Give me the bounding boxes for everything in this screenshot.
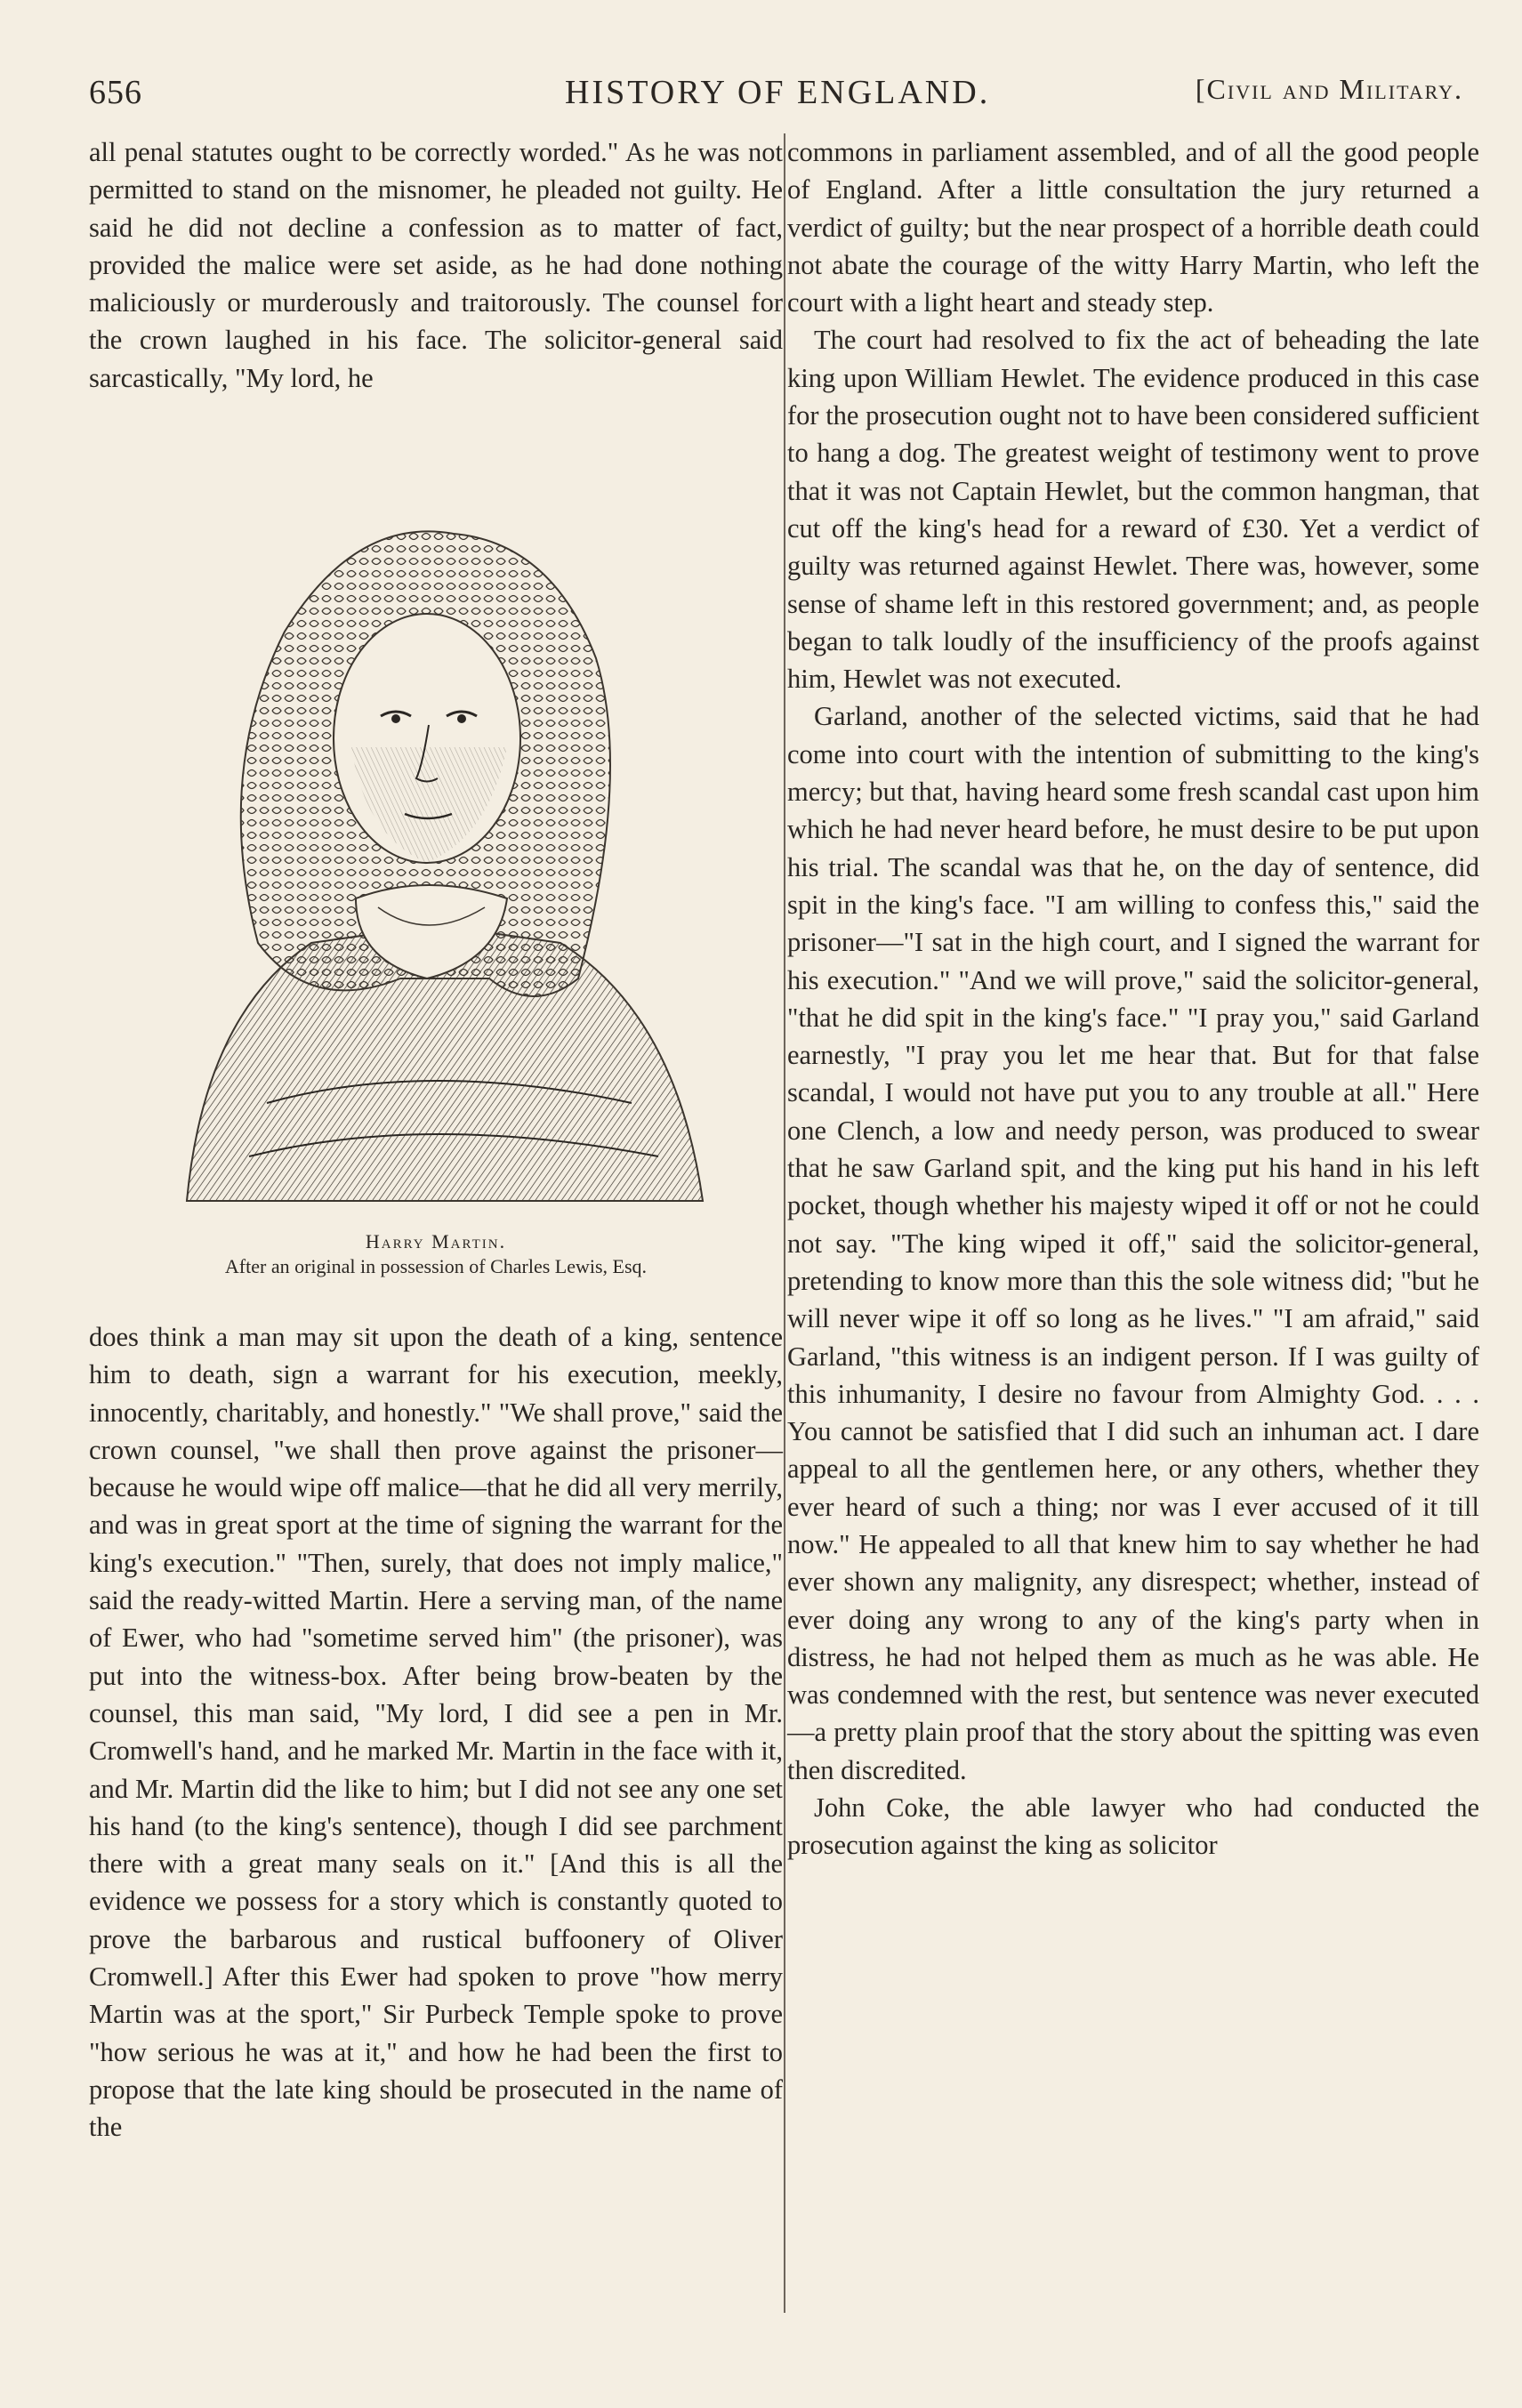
figure-caption [89,1229,783,1279]
left-column-bottom [89,1318,783,2146]
caption-source: After an original in possession of Charles Lewis, Esq. [224,1255,648,1277]
running-header [89,64,1463,117]
paragraph: all penal statutes ought to be correctly worded." As he was not permitted to stand on the misnomer, he pleaded not guilty. He said he did not decline a confession as to matter of fact, provided the malice were set aside, as he had done nothing maliciously or murderously and traitorously. The counsel for the crown laughed in his face. The solicitor-general said sarcastically, "My lord, he [89,137,783,393]
page-number: 656 [89,74,142,111]
paragraph: The court had resolved to fix the act of beheading the late king upon William Hewlet. The evidence produced in this case for the prosecution ought not to have been considered sufficient to hang a dog. The greatest weight of testimony went to prove that it was not Captain Hewlet, but the common hangman, that cut off the king's head for a reward of £30. Yet a verdict of guilty was returned against Hewlet. There was, however, some sense of shame left in this restored government; and, as people began to talk loudly of the insufficiency of the proofs against him, Hewlet was not executed. [787,325,1479,695]
paragraph: Garland, another of the selected victims, said that he had come into court with the intention of submitting to the king's mercy; but that, having heard some fresh scandal cast upon him which he had never heard before, he must desire to be put upon his trial. The scandal was that he, on the day of sentence, did spit in the king's face. "I am willing to confess this," said the prisoner—"I sat in the high court, and I signed the warrant for his execution." "And we will prove," said the solicitor-general, "that he did spit in the king's face." "I pray you," said Garland earnestly, "I pray you let me hear that. But for that false scandal, I would not have put you to any trouble at all." Here one Clench, a low and needy person, was produced to swear that he saw Garland spit, and the king put his hand in his left pocket, though whether his majesty wiped it off or not he could not say. "The king wiped it off," said the solicitor-general, pretending to know more than this the sole witness did; "but he will never wipe it off so long as he lives." "I am afraid," said Garland, "this witness is an indigent person. If I was guilty of this inhumanity, I desire no favour from Almighty God. . . . You cannot be satisfied that I did such an inhuman act. I dare appeal to all the gentlemen here, or any others, whether they ever heard of such a thing; nor was I ever accused of it till now." He appealed to all that knew him to say whether he had ever shown any malignity, any disrespect; whether, instead of ever doing any wrong to any of the king's party when in distress, he had not helped them as much as he was able. He was condemned with the rest, but sentence was never executed—a pretty plain proof that the story about the spitting was even then discredited. [787,701,1479,1785]
right-column [787,133,1479,1864]
paragraph: does think a man may sit upon the death of a king, sentence him to death, sign a warrant for his execution, meekly, innocently, charitably, and honestly." "We shall prove," said the crown counsel, "we shall then prove against the prisoner—because he would wipe off malice—that he did all very merrily, and was in great sport at the time of signing the warrant for the king's execution." "Then, surely, that does not imply malice," said the ready-witted Martin. Here a serving man, of the name of Ewer, who had "sometime served him" (the prisoner), was put into the witness-box. After being brow-beaten by the counsel, this man said, "My lord, I did see a pen in Mr. Cromwell's hand, and he marked Mr. Martin in the face with it, and Mr. Martin did the like to him; but I did not see any one set his hand (to the king's sentence), though I did see parchment there with a great many seals on it." [And this is all the evidence we possess for a story which is constantly quoted to prove the barbarous and rustical buffoonery of Oliver Cromwell.] After this Ewer had spoken to prove "how merry Martin was at the sport," Sir Purbeck Temple spoke to prove "how serious he was at it," and how he had been the first to propose that the late king should be prosecuted in the name of the [89,1322,783,2143]
portrait-illustration [133,480,756,1219]
portrait-engraving [133,480,756,1219]
paragraph: commons in parliament assembled, and of all the good people of England. After a little consultation the jury returned a verdict of guilty; but the near prospect of a horrible death could not abate the courage of the witty Harry Martin, who left the court with a light heart and steady step. [787,137,1479,318]
section-title: [Civil and Military. [1195,73,1463,105]
running-title: HISTORY OF ENGLAND. [565,74,991,111]
paragraph: John Coke, the able lawyer who had conducted the prosecution against the king as solicitor [787,1792,1479,1861]
left-column-top [89,133,783,397]
caption-name: Harry Martin. [365,1230,507,1252]
column-divider [784,133,785,2313]
